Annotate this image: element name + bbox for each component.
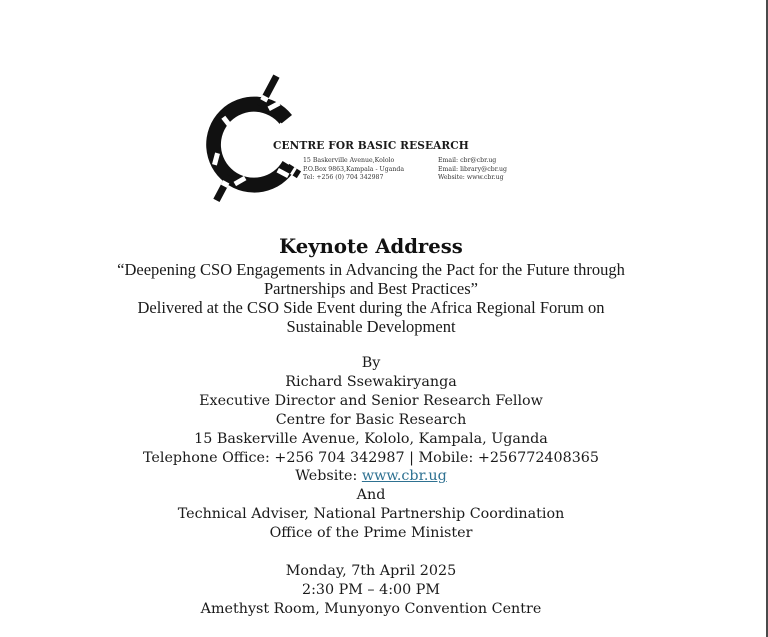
letterhead: [200, 70, 530, 205]
address-subtitle: [0, 260, 742, 336]
and-label: And: [356, 487, 386, 504]
contact-line: Email: library@cbr.ug: [438, 165, 507, 173]
author-website: [0, 467, 742, 486]
org-name: CENTRE FOR BASIC RESEARCH: [273, 138, 469, 152]
org-contacts: [438, 157, 507, 183]
author-role: Executive Director and Senior Research Fellow: [199, 392, 543, 409]
event-venue: Amethyst Room, Munyonyo Convention Centre: [200, 600, 542, 617]
author-telephone: Telephone Office: +256 704 342987 | Mobile: +256772408365: [142, 449, 599, 466]
author-name: Richard Ssewakiryanga: [285, 373, 457, 390]
event-time: 2:30 PM – 4:00 PM: [301, 581, 441, 598]
by-label: By: [361, 355, 381, 371]
website-link[interactable]: www.cbr.ug: [361, 468, 447, 485]
author-second-org: Office of the Prime Minister: [269, 525, 473, 542]
contact-line: Email: cbr@cbr.ug: [438, 157, 497, 164]
subtitle-line: “Deepening CSO Engagements in Advancing the Pact for the Future through: [117, 260, 625, 279]
author-address: 15 Baskerville Avenue, Kololo, Kampala, Uganda: [194, 430, 548, 447]
author-organization: Centre for Basic Research: [275, 411, 467, 428]
address-line: P.O.Box 9863,Kampala - Uganda: [303, 165, 405, 173]
website-label: Website:: [295, 468, 362, 485]
document-title: Keynote Address: [279, 234, 463, 258]
event-date: Monday, 7th April 2025: [285, 562, 457, 579]
author-block: [0, 354, 742, 619]
contact-line: Website: www.cbr.ug: [438, 174, 504, 182]
author-second-role: Technical Adviser, National Partnership Coordination: [177, 506, 565, 523]
address-line: Tel: +256 (0) 704 342987: [303, 174, 384, 182]
subtitle-line: Partnerships and Best Practices”: [264, 279, 478, 298]
spacer: [0, 543, 742, 562]
org-address: [303, 157, 404, 183]
address-line: 15 Baskerville Avenue,Kololo: [303, 157, 395, 164]
subtitle-line: Sustainable Development: [286, 317, 456, 336]
subtitle-line: Delivered at the CSO Side Event during the Africa Regional Forum on: [137, 298, 605, 317]
